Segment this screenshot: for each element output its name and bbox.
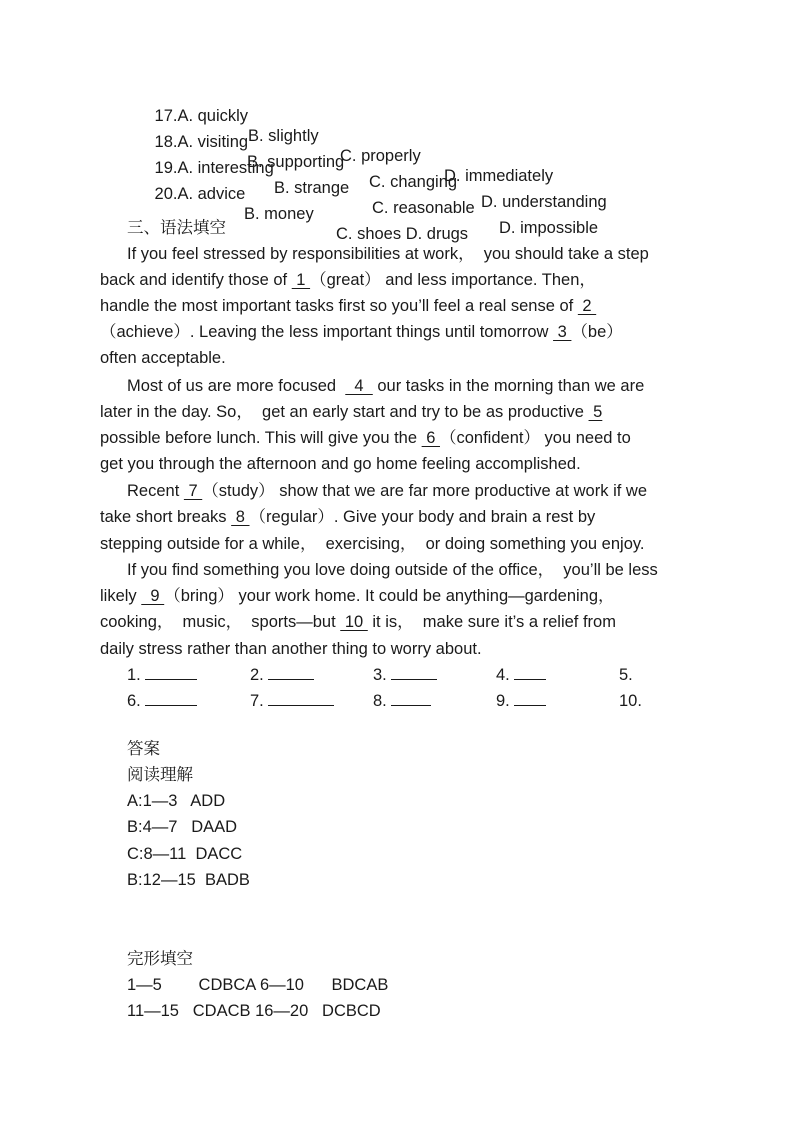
passage-text: Recent: [127, 482, 184, 500]
option-c: C. reasonable: [372, 199, 475, 217]
blank-number: 9.: [496, 692, 510, 710]
option-b: B. strange: [274, 179, 350, 197]
blank-9: 9: [141, 587, 165, 605]
passage-line: [127, 376, 644, 396]
passage-text: our tasks in the morning than we are: [372, 377, 645, 395]
option-a: A. advice: [177, 185, 246, 203]
passage-text: （great） and less importance. Then，: [310, 271, 596, 289]
answer-blank-8: [373, 691, 431, 711]
passage-line: [127, 481, 647, 501]
answer-line: [514, 665, 546, 680]
passage-line: [100, 612, 616, 632]
option-b: B. money: [244, 205, 314, 223]
answers-title: 答案: [127, 739, 160, 758]
option-b: B. supporting: [247, 153, 345, 171]
option-b: B. slightly: [248, 127, 319, 145]
answer-line: [268, 691, 334, 706]
blank-4: 4: [345, 377, 373, 395]
answer-blank-4: [496, 665, 546, 685]
option-d: D. immediately: [444, 167, 554, 185]
answer-line: [145, 665, 197, 680]
passage-text: it is， make sure it’s a relief from: [367, 613, 616, 631]
passage-line: [100, 296, 596, 316]
blank-number: 8.: [373, 692, 387, 710]
passage-text: Most of us are more focused: [127, 377, 346, 395]
blank-2: 2: [577, 297, 597, 315]
option-a: A. visiting: [177, 133, 249, 151]
reading-answer: C:8—11 DACC: [127, 845, 243, 863]
option-a: A. quickly: [177, 107, 249, 125]
passage-text: back and identify those of: [100, 271, 292, 289]
blank-number: 4.: [496, 666, 510, 684]
answer-line: [145, 691, 197, 706]
passage-text: likely: [100, 587, 142, 605]
reading-answer: B:4—7 DAAD: [127, 818, 238, 836]
passage-line: stepping outside for a while， exercising， or doing something you enjoy.: [100, 535, 645, 553]
option-c: C. properly: [340, 147, 421, 165]
blank-8: 8: [231, 508, 250, 526]
blank-6: 6: [421, 429, 440, 447]
passage-line: daily stress rather than another thing to worry about.: [100, 640, 482, 658]
passage-text: take short breaks: [100, 508, 232, 526]
passage-line: get you through the afternoon and go home feeling accomplished.: [100, 455, 581, 473]
option-c: C. changing: [369, 173, 458, 191]
answer-line: [514, 691, 546, 706]
passage-text: （regular）. Give your body and brain a rest by: [249, 508, 596, 526]
blank-10: 10: [340, 613, 368, 631]
cloze-answer: 1—5 CDBCA 6—10 BDCAB: [127, 976, 389, 994]
passage-text: later in the day. So， get an early start and try to be as productive: [100, 403, 589, 421]
blank-number: 7.: [250, 692, 264, 710]
section-title: 三、语法填空: [127, 218, 226, 237]
passage-line: [100, 322, 623, 342]
passage-text: （confident） you need to: [439, 429, 631, 447]
blank-3: 3: [553, 323, 572, 341]
passage-line: [100, 507, 595, 527]
answer-blank-7: [250, 691, 334, 711]
passage-text: （bring） your work home. It could be anything—gardening，: [164, 587, 615, 605]
answer-blank-10: [619, 691, 642, 711]
option-a: A. interesting: [177, 159, 274, 177]
passage-text: handle the most important tasks first so you’ll feel a real sense of: [100, 297, 578, 315]
option-d: D. understanding: [481, 193, 607, 211]
passage-line: [100, 586, 615, 606]
passage-text: （achieve）. Leaving the less important things until tomorrow: [100, 323, 554, 341]
blank-number: 5.: [619, 666, 633, 684]
passage-line: If you find something you love doing outside of the office， you’ll be less: [127, 561, 658, 579]
answer-line: [391, 665, 437, 680]
blank-number: 2.: [250, 666, 264, 684]
choice-number: 19.: [154, 159, 178, 177]
cloze-answer: 11—15 CDACB 16—20 DCBCD: [127, 1002, 381, 1020]
choice-number: 18.: [154, 133, 178, 151]
blank-7: 7: [183, 482, 203, 500]
blank-number: 6.: [127, 692, 141, 710]
answer-blank-1: [127, 665, 197, 685]
passage-line: [100, 402, 602, 422]
option-d: D. impossible: [499, 219, 599, 237]
answer-line: [391, 691, 431, 706]
reading-title: 阅读理解: [127, 765, 193, 784]
choice-number: 17.: [154, 107, 178, 125]
blank-1: 1: [291, 271, 311, 289]
answer-line: [268, 665, 314, 680]
passage-text: （be）: [571, 323, 623, 341]
blank-5: 5: [588, 403, 603, 421]
passage-line: often acceptable.: [100, 349, 226, 367]
blank-number: 1.: [127, 666, 141, 684]
choice-number: 20.: [154, 185, 178, 203]
cloze-title: 完形填空: [127, 949, 193, 968]
passage-line: [100, 270, 596, 290]
passage-line: [100, 428, 631, 448]
passage-line: If you feel stressed by responsibilities at work， you should take a step: [127, 245, 649, 263]
passage-text: possible before lunch. This will give you the: [100, 429, 422, 447]
passage-text: （study） show that we are far more productive at work if we: [202, 482, 647, 500]
blank-number: 3.: [373, 666, 387, 684]
answer-blank-2: [250, 665, 314, 685]
passage-text: cooking， music， sports—but: [100, 613, 341, 631]
option-c: C. shoes D. drugs: [336, 225, 469, 243]
answer-blank-6: [127, 691, 197, 711]
answer-blank-5: [619, 665, 633, 685]
answer-blank-9: [496, 691, 546, 711]
reading-answer: B:12—15 BADB: [127, 871, 250, 889]
blank-number: 10.: [619, 692, 642, 710]
answer-blank-3: [373, 665, 437, 685]
reading-answer: A:1—3 ADD: [127, 792, 226, 810]
